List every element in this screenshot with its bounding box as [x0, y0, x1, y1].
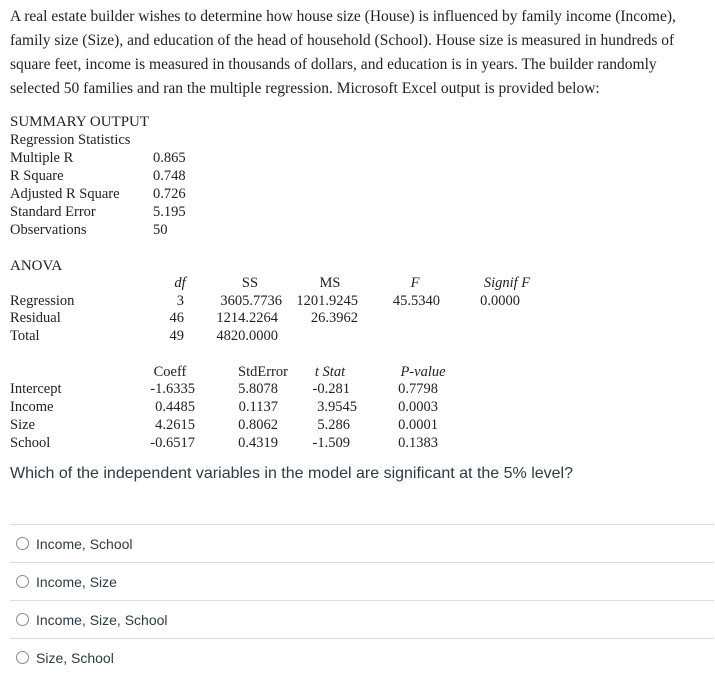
anova-f: 45.5340 [392, 293, 440, 309]
anova-df: 3 [176, 293, 184, 309]
coef-value: 0.4485 [155, 399, 195, 415]
stat-label: Adjusted R Square [10, 186, 120, 202]
question-text: Which of the independent variables in the model are significant at the 5% level? [10, 465, 574, 482]
coef-row-label: Size [10, 417, 35, 433]
coef-header-pvalue: P-value [400, 364, 446, 380]
stat-value: 0.748 [153, 168, 186, 184]
stderr-value: 0.4319 [238, 435, 278, 451]
anova-signif: 0.0000 [480, 293, 520, 309]
coef-header-stderr: StdError [238, 364, 288, 380]
pvalue-value: 0.1383 [398, 435, 438, 451]
stat-label: Observations [10, 222, 87, 238]
radio-button[interactable] [16, 651, 29, 664]
coef-header-tstat: t Stat [314, 364, 346, 380]
radio-button[interactable] [16, 613, 29, 626]
tstat-value: 5.286 [317, 417, 350, 433]
anova-df: 49 [169, 328, 184, 344]
tstat-value: 3.9545 [317, 399, 357, 415]
answer-label: Income, Size [36, 573, 117, 590]
stderr-value: 5.8078 [238, 381, 278, 397]
anova-df: 46 [169, 310, 184, 326]
anova-row-label: Residual [10, 310, 61, 326]
answer-option[interactable] [10, 562, 714, 600]
anova-header-df: df [174, 275, 186, 291]
coef-row-label: School [10, 435, 51, 451]
stat-label: R Square [10, 168, 64, 184]
pvalue-value: 0.0003 [398, 399, 438, 415]
stderr-value: 0.8062 [238, 417, 278, 433]
tstat-value: -1.509 [312, 435, 350, 451]
answer-label: Income, Size, School [36, 611, 168, 628]
coef-value: -0.6517 [150, 435, 195, 451]
stem-line: selected 50 families and ran the multiple regression. Microsoft Excel output is provided below: [10, 80, 600, 97]
anova-ms: 26.3962 [310, 310, 358, 326]
anova-title: ANOVA [10, 258, 63, 274]
stat-value: 5.195 [153, 204, 186, 220]
stat-value: 0.726 [153, 186, 186, 202]
anova-ss: 4820.0000 [216, 328, 278, 344]
coef-value: -1.6335 [150, 381, 195, 397]
pvalue-value: 0.0001 [398, 417, 438, 433]
stat-label: Multiple R [10, 150, 74, 166]
tstat-value: -0.281 [312, 381, 350, 397]
stderr-value: 0.1137 [238, 399, 278, 415]
stem-line: square feet, income is measured in thousands of dollars, and education is in years. The builder randomly [10, 56, 657, 73]
anova-header-ss: SS [241, 275, 259, 291]
coef-row-label: Intercept [10, 381, 62, 397]
anova-header-f: F [410, 275, 420, 291]
answer-label: Income, School [36, 535, 133, 552]
anova-header-signif: Signif F [483, 275, 531, 291]
anova-ms: 1201.9245 [296, 293, 358, 309]
radio-button[interactable] [16, 537, 29, 550]
radio-button[interactable] [16, 575, 29, 588]
stat-value: 0.865 [153, 150, 186, 166]
stem-line: family size (Size), and education of the head of household (School). House size is measured in hundreds of [10, 32, 675, 49]
answer-label: Size, School [36, 649, 114, 666]
anova-row-label: Total [10, 328, 40, 344]
anova-row-label: Regression [10, 293, 75, 309]
answer-option[interactable] [10, 638, 714, 676]
coef-value: 4.2615 [155, 417, 195, 433]
pvalue-value: 0.7798 [398, 381, 438, 397]
question-stem [10, 5, 710, 101]
stat-label: Standard Error [10, 204, 96, 220]
summary-title: SUMMARY OUTPUT [10, 114, 150, 130]
anova-ss: 1214.2264 [216, 310, 278, 326]
coef-header-coeff: Coeff [153, 364, 187, 380]
anova-header-ms: MS [319, 275, 341, 291]
answer-option[interactable] [10, 524, 714, 562]
coef-row-label: Income [10, 399, 54, 415]
stem-line: A real estate builder wishes to determine how house size (House) is influenced by family income (Income), [10, 8, 676, 25]
stat-value: 50 [153, 222, 168, 238]
anova-ss: 3605.7736 [220, 293, 282, 309]
regression-stats-heading: Regression Statistics [10, 132, 131, 148]
answer-option[interactable] [10, 600, 714, 638]
